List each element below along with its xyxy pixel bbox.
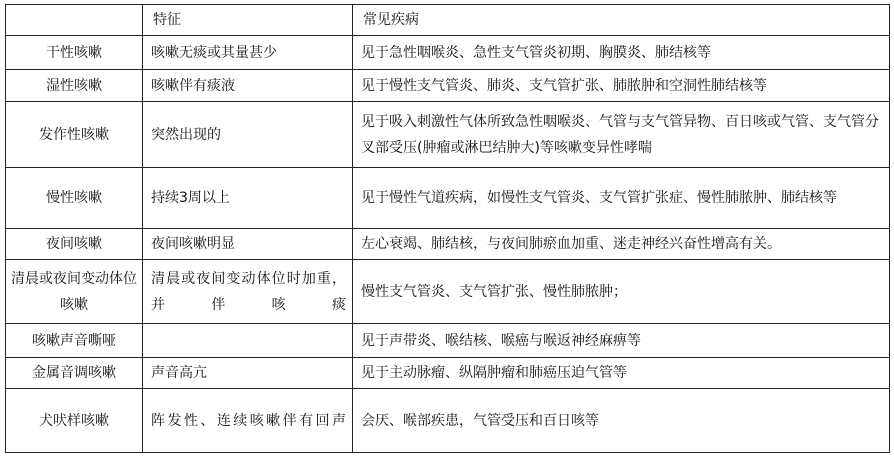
table-row <box>6 358 890 389</box>
row-diseases: 见于吸入刺激性气体所致急性咽喉炎、气管与支气管异物、百日咳或气管、支气管分叉部受压(肿瘤或淋巴结肿大)等咳嗽变异性哮喘 <box>353 102 890 168</box>
row-type: 干性咳嗽 <box>6 36 143 70</box>
table-row <box>6 70 890 102</box>
table-row <box>6 324 890 358</box>
table-row <box>6 389 890 453</box>
row-type: 夜间咳嗽 <box>6 229 143 260</box>
row-type: 清晨或夜间变动体位咳嗽 <box>6 260 143 324</box>
row-diseases: 慢性支气管炎、支气管扩张、慢性肺脓肿； <box>353 260 890 324</box>
row-feature: 持续3周以上 <box>143 168 353 229</box>
row-feature: 阵发性、连续咳嗽伴有回声 <box>143 389 353 453</box>
cough-types-table <box>5 4 890 453</box>
table-row <box>6 168 890 229</box>
row-diseases: 见于声带炎、喉结核、喉癌与喉返神经麻痹等 <box>353 324 890 358</box>
row-type: 咳嗽声音嘶哑 <box>6 324 143 358</box>
row-type: 湿性咳嗽 <box>6 70 143 102</box>
table-row <box>6 229 890 260</box>
row-diseases: 会厌、喉部疾患，气管受压和百日咳等 <box>353 389 890 453</box>
row-type: 慢性咳嗽 <box>6 168 143 229</box>
row-feature: 咳嗽伴有痰液 <box>143 70 353 102</box>
row-diseases: 见于急性咽喉炎、急性支气管炎初期、胸膜炎、肺结核等 <box>353 36 890 70</box>
row-feature: 咳嗽无痰或其量甚少 <box>143 36 353 70</box>
cough-table-container <box>5 4 890 453</box>
header-feature: 特征 <box>143 5 353 36</box>
row-feature: 清晨或夜间变动体位时加重，并伴咳痰 <box>143 260 353 324</box>
header-diseases: 常见疾病 <box>353 5 890 36</box>
row-feature: 突然出现的 <box>143 102 353 168</box>
row-feature: 夜间咳嗽明显 <box>143 229 353 260</box>
row-diseases: 见于慢性气道疾病，如慢性支气管炎、支气管扩张症、慢性肺脓肿、肺结核等 <box>353 168 890 229</box>
table-header-row <box>6 5 890 36</box>
row-diseases: 见于主动脉瘤、纵隔肿瘤和肺癌压迫气管等 <box>353 358 890 389</box>
table-row <box>6 260 890 324</box>
row-feature: 声音高亢 <box>143 358 353 389</box>
row-type: 犬吠样咳嗽 <box>6 389 143 453</box>
table-row <box>6 102 890 168</box>
header-type <box>6 5 143 36</box>
row-type: 发作性咳嗽 <box>6 102 143 168</box>
row-feature <box>143 324 353 358</box>
row-diseases: 见于慢性支气管炎、肺炎、支气管扩张、肺脓肿和空洞性肺结核等 <box>353 70 890 102</box>
table-row <box>6 36 890 70</box>
row-diseases: 左心衰竭、肺结核，与夜间肺瘀血加重、迷走神经兴奋性增高有关。 <box>353 229 890 260</box>
row-type: 金属音调咳嗽 <box>6 358 143 389</box>
